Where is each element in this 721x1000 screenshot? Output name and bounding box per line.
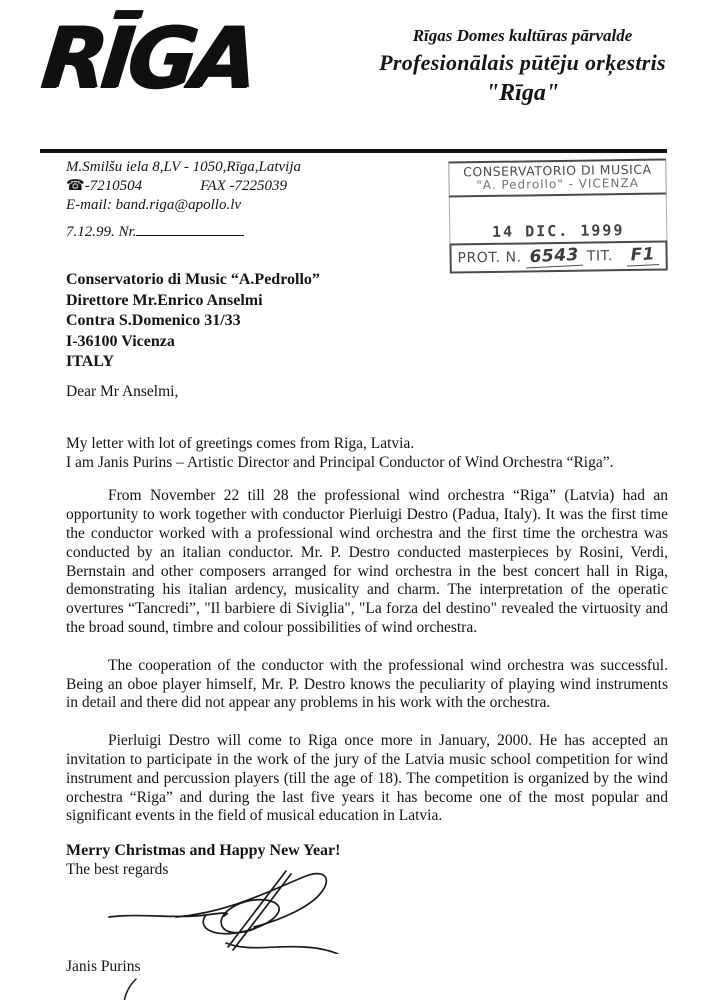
paragraph: The cooperation of the conductor with the professional wind orchestra was successful. Being an oboe player himself, Mr. P. Destro knows the peculiarity of playing wind instruments in detail and there did not appear any problems in his work with the orchestra.: [66, 656, 668, 712]
date-reference-line: [66, 221, 244, 241]
signature-flourish: [116, 977, 146, 1000]
sender-contact-block: [66, 158, 406, 215]
stamp-prot-number-handwritten: 6543: [525, 245, 583, 269]
recipient-line: Contra S.Domenico 31/33: [66, 312, 241, 329]
stamp-institution-city: "A. Pedrollo" - VICENZA: [476, 175, 639, 193]
stamp-institution-name: CONSERVATORIO DI MUSICA: [463, 161, 652, 180]
org-orchestra-title: "Rīga": [485, 80, 560, 106]
fax-number: FAX -7225039: [200, 178, 287, 194]
recipient-line: I-36100 Vicenza: [66, 332, 175, 350]
paragraph: Pierluigi Destro will come to Riga once more in January, 2000. He has accepted an invitation to participate in the work of the jury of the Latvia music school competition for wind instrument and percussion players (till the age of 18). The competition is organized by the wind orchestra “Riga” and during the last five years it has become one of the most popular and significant events in the field of musical education in Latvia.: [66, 732, 668, 825]
stamp-date: 14 DIC. 1999: [491, 221, 625, 241]
header-divider-rule: [40, 149, 667, 153]
signer-name: Janis Purins: [66, 957, 141, 975]
letter-body: [66, 383, 668, 1000]
phone-number: -7210504: [84, 178, 143, 194]
recipient-line: Conservatorio di Music “A.Pedrollo”: [66, 271, 320, 288]
reference-number-blank: [136, 221, 244, 236]
stamp-tit-value-handwritten: F1: [626, 244, 659, 267]
org-orchestra-name: Profesionālais pūtēju orķestris: [379, 50, 666, 75]
stamp-date-area: [449, 194, 668, 243]
recipient-line: ITALY: [66, 353, 115, 370]
intro-line: My letter with lot of greetings comes from Riga, Latvia.: [66, 434, 415, 452]
date-nr-label: 7.12.99. Nr.: [66, 224, 137, 240]
sender-phone-fax: [66, 177, 406, 196]
signature-image: [106, 868, 356, 954]
received-stamp: [448, 158, 667, 269]
salutation: Dear Mr Anselmi,: [66, 383, 179, 400]
organization-header: [340, 24, 705, 108]
phone-icon: ☎: [66, 178, 85, 194]
intro-line: I am Janis Purins – Artistic Director and Principal Conductor of Wind Orchestra “Riga”.: [66, 453, 614, 471]
closing-greeting: Merry Christmas and Happy New Year!: [66, 842, 341, 860]
sender-email: E-mail: band.riga@apollo.lv: [66, 197, 242, 213]
paragraph: From November 22 till 28 the professional wind orchestra “Riga” (Latvia) had an opportunity to work together with conductor Pierluigi Destro (Padua, Italy). It was the first time the conductor worked with a professional wind orchestra and the first time the orchestra was conducted by an italian conductor. Mr. P. Destro conducted masterpieces by Rosini, Verdi, Bernstain and other composers arranged for wind orchestra in the best concert hall in Riga, demonstrating his italian ardency, musicality and charm. The interpretation of the operatic overtures “Tancredi”, "Il barbiere di Siviglia", "La forza del destino" revealed the virtuosity and the broad sound, timbre and colour possibilities of wind orchestra.: [66, 487, 668, 636]
stamp-prot-label: PROT. N.: [457, 249, 522, 267]
sender-address: M.Smilšu iela 8,LV - 1050,Rīga,Latvija: [66, 159, 301, 175]
closing-regards: The best regards: [66, 860, 169, 878]
org-department: Rīgas Domes kultūras pārvalde: [412, 26, 633, 45]
riga-logo: RĪGA: [36, 9, 258, 107]
signature-strokes: [106, 868, 356, 954]
recipient-line: Direttore Mr.Enrico Anselmi: [66, 291, 263, 309]
stamp-tit-label: TIT.: [586, 248, 613, 265]
stamp-institution-box: [448, 158, 666, 197]
recipient-address-block: [66, 270, 320, 373]
stamp-protocol-box: [449, 240, 667, 273]
